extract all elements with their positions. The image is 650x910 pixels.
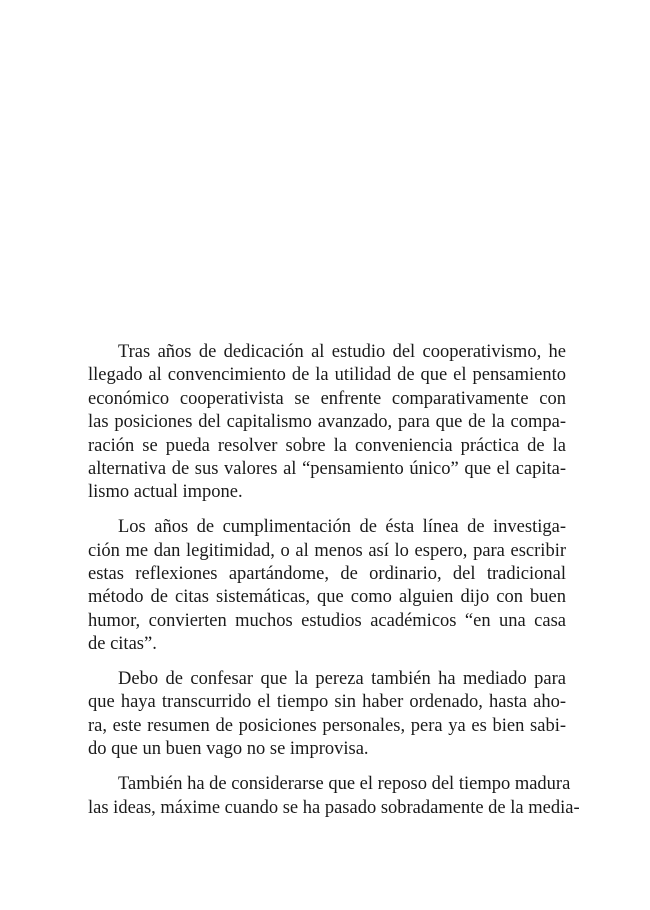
paragraph-3 [88, 668, 566, 762]
text-line: estas reflexiones apartándome, de ordinario, del tradicional [88, 564, 566, 585]
text-line: lismo actual impone. [88, 482, 243, 503]
text-line: Tras años de dedicación al estudio del cooperativismo, he [118, 342, 566, 362]
text-line: ción me dan legitimidad, o al menos así lo espero, para escribir [88, 540, 566, 561]
text-line: método de citas sistemáticas, que como alguien dijo con buen [88, 587, 566, 608]
text-line: las posiciones del capitalismo avanzado, para que de la compa- [88, 412, 566, 433]
text-line: económico cooperativista se enfrente comparativamente con [88, 388, 566, 409]
text-line: las ideas, máxime cuando se ha pasado sobradamente de la media- [88, 797, 580, 818]
body-text [88, 341, 580, 831]
text-line: También ha de considerarse que el reposo del tiempo madura [118, 774, 571, 795]
paragraph-2 [88, 516, 566, 656]
paragraph-1 [88, 341, 566, 505]
text-line: Los años de cumplimentación de ésta línea de investiga- [118, 517, 566, 538]
text-line: llegado al convencimiento de la utilidad de que el pensamiento [88, 365, 566, 386]
text-line: ra, este resumen de posiciones personales, pera ya es bien sabi- [88, 715, 566, 736]
text-line: de citas”. [88, 634, 157, 655]
paragraph-4 [88, 773, 580, 820]
text-line: alternativa de sus valores al “pensamiento único” que el capita- [88, 458, 566, 479]
text-line: ración se pueda resolver sobre la conveniencia práctica de la [88, 435, 566, 456]
text-line: do que un buen vago no se improvisa. [88, 739, 369, 760]
text-line: que haya transcurrido el tiempo sin haber ordenado, hasta aho- [88, 692, 566, 713]
text-line: Debo de confesar que la pereza también ha mediado para [118, 669, 566, 690]
text-line: humor, convierten muchos estudios académicos “en una casa [88, 610, 566, 631]
